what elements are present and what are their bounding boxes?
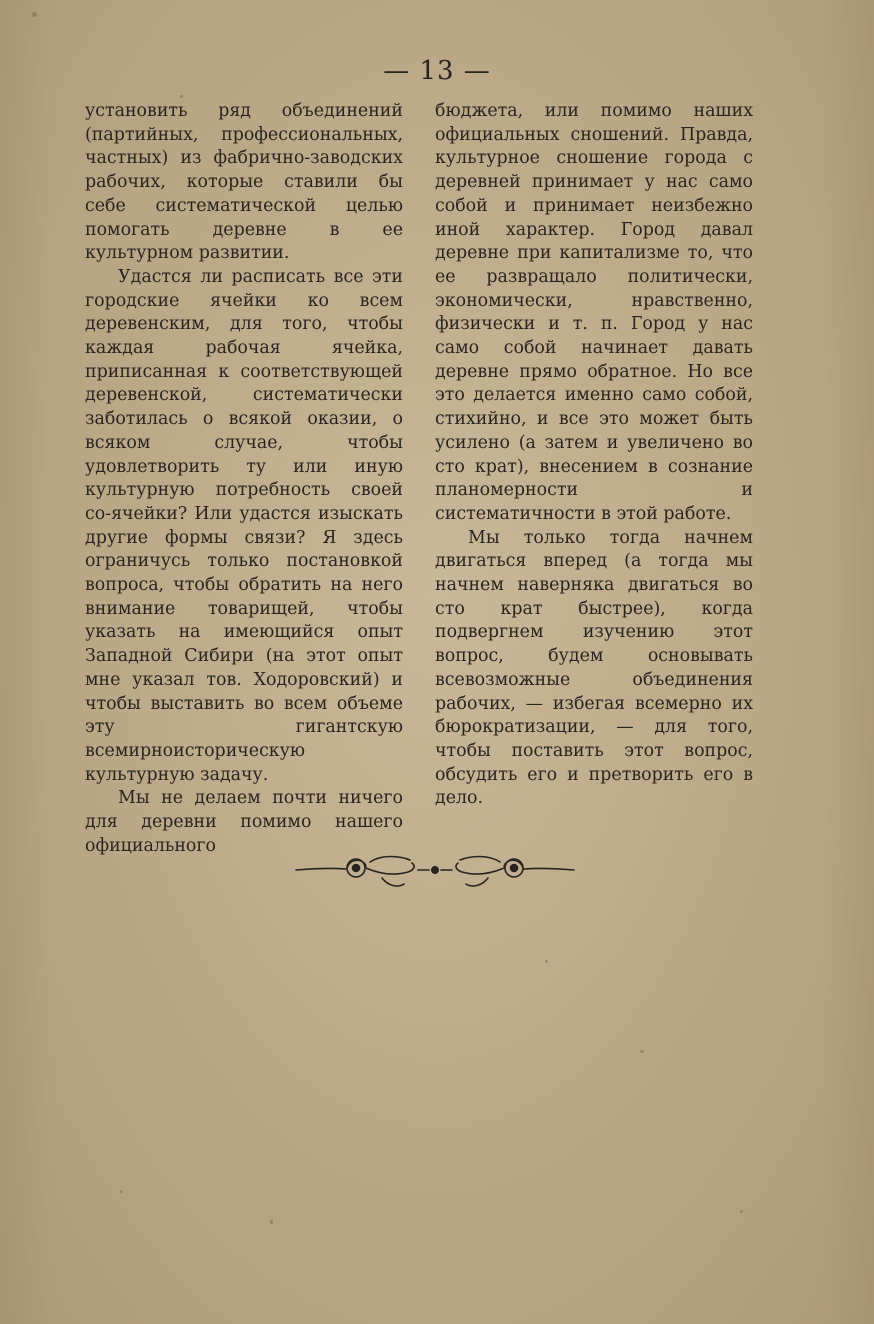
paper-speck	[740, 1210, 743, 1213]
left-text-column	[85, 100, 403, 859]
paper-speck	[120, 1190, 122, 1193]
paragraph: бюджета, или помимо наших официальных сношений. Правда, культурное сношение города с деревней принимает у нас само собой и принимает неизбежно иной характер. Город давал деревне при капитализме то, что ее развращало политически, экономически, нравственно, физически и т. п. Город у нас само собой начинает давать деревне прямо обратное. Но все это делается именно само собой, стихийно, и все это может быть усилено (а затем и увеличено во сто крат), внесением в сознание планомерности и систематичности в этой работе.	[435, 101, 753, 524]
paper-speck	[640, 1050, 644, 1053]
right-text-column	[435, 100, 753, 811]
paragraph: Мы не делаем почти ничего для деревни помимо нашего официального	[85, 788, 403, 856]
paragraph: Мы только тогда начнем двигаться вперед (а тогда мы начнем наверняка двигаться во сто крат быстрее), когда подвергнем изучению этот вопрос, будем основывать всевозможные объединения рабочих, — избегая всемерно их бюрократизации, — для того, чтобы поставить этот вопрос, обсудить его и претворить его в дело.	[435, 527, 753, 809]
paragraph: установить ряд объединений (партийных, профессиональных, частных) из фабрично-заводских рабочих, которые ставили бы себе систематической целью помогать деревне в ее культурном развитии.	[85, 101, 403, 264]
paragraph: Удастся ли расписать все эти городские ячейки ко всем деревенским, для того, чтобы каждая рабочая ячейка, приписанная к соответствующей деревенской, систематически заботилась о всякой оказии, о всяком случае, чтобы удовлетворить ту или иную культурную потребность своей со-ячейки? Или удастся изыскать другие формы связи? Я здесь ограничусь только постановкой вопроса, чтобы обратить на него внимание товарищей, чтобы указать на имеющийся опыт Западной Сибири (на этот опыт мне указал тов. Ходоровский) и чтобы выставить во всем объеме эту гигантскую всемирноисторическую культурную задачу.	[85, 266, 403, 785]
paper-speck	[270, 1220, 273, 1224]
paper-speck	[32, 12, 37, 17]
paper-speck	[545, 960, 548, 963]
paper-speck	[180, 95, 183, 98]
decorative-flourish-icon	[290, 848, 580, 892]
page-number: — 13 —	[383, 56, 491, 86]
